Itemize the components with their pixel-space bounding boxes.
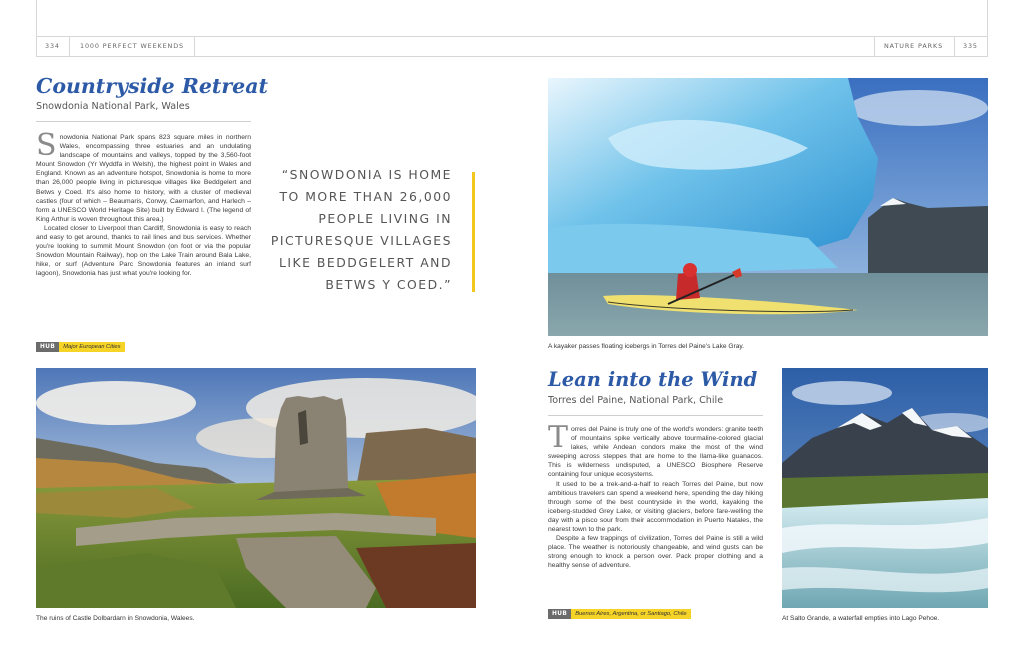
- right-page-number: 335: [963, 42, 978, 50]
- header-divider: [194, 36, 195, 56]
- hub-label: HUB: [548, 609, 571, 619]
- hub-value: Buenos Aires, Argentina, or Santiago, Chile: [571, 609, 690, 619]
- pull-quote-line: BETWS Y COED.”: [325, 277, 452, 292]
- title-rule: [548, 415, 763, 416]
- hub-tag: [548, 609, 691, 619]
- header-top-rule: [36, 36, 988, 37]
- body-paragraph: Located closer to Liverpool than Cardiff, Snowdonia is easy to reach and easy to get around, thanks to rail lines and bus services. Whether you're looking to summit Mount Snowdon (on foot or via the popular Snowdon Mountain Railway), hop on the Lake Train around Bala Lake, hike, or surf (Adventure Parc Snowdonia features an inland surf lagoon), Snowdonia has just what you're looking for.: [36, 224, 251, 278]
- article-title: Lean into the Wind: [548, 368, 758, 391]
- title-rule: [36, 121, 251, 122]
- drop-cap: S: [36, 128, 57, 163]
- left-running-title: 1000 PERFECT WEEKENDS: [80, 42, 185, 50]
- waterfall-caption: At Salto Grande, a waterfall empties into Lago Pehoe.: [782, 615, 940, 622]
- pull-quote-bar: [472, 172, 475, 292]
- drop-cap: T: [548, 420, 569, 455]
- header-divider: [69, 36, 70, 56]
- pull-quote: [271, 164, 452, 296]
- hub-value: Major European Cities: [59, 342, 124, 352]
- header-divider: [874, 36, 875, 56]
- body-paragraph: Despite a few trappings of civilization, Torres del Paine is still a wild place. The weather is notoriously changeable, and wind gusts can be strong enough to knock a person over. Pack proper clothing and a healthy sense of adventure.: [548, 535, 763, 570]
- pull-quote-line: TO MORE THAN 26,000: [279, 189, 452, 204]
- body-paragraph: Torres del Paine is truly one of the world's wonders: granite teeth of mountains spike vertically above tourmaline-colored glacial lakes, while Andean condors make the most of the wind sweeping across steppes that are home to the llama-like guanacos. This is wilderness undisputed, a UNESCO Biosphere Reserve containing four unique ecosystems.: [548, 420, 763, 479]
- article-body: [548, 420, 763, 571]
- article-subtitle: Torres del Paine, National Park, Chile: [548, 395, 724, 406]
- hub-tag: [36, 342, 125, 352]
- pull-quote-line: “SNOWDONIA IS HOME: [281, 167, 452, 182]
- article-title: Countryside Retreat: [36, 74, 268, 98]
- header-divider: [954, 36, 955, 56]
- kayak-photo: [548, 78, 988, 336]
- article-subtitle: Snowdonia National Park, Wales: [36, 101, 190, 112]
- body-paragraph: It used to be a trek-and-a-half to reach Torres del Paine, but now ambitious travelers can spend a weekend here, spending the day hiking through some of the best countryside in the world, kayaking the iceberg-studded Grey Lake, or visiting glaciers, before fare-welling the day with a pisco sour from their accommodation in Puerto Natales, the nearest town to the park.: [548, 480, 763, 534]
- header-bottom-rule: [36, 56, 988, 57]
- kayak-caption: A kayaker passes floating icebergs in Torres del Paine's Lake Gray.: [548, 343, 744, 350]
- waterfall-photo: [782, 368, 988, 608]
- body-paragraph: Snowdonia National Park spans 823 square miles in northern Wales, encompassing three estuaries and an undulating landscape of mountains and valleys, topped by the 3,560-foot Mount Snowdon (Yr Wyddfa in Welsh), the highest point in Wales and England. Known as an adventure hotspot, Snowdonia is home to more than 26,000 people living in picturesque villages like Beddgelert and Betws y Coed. It's also home to history, with a cluster of medieval castles (four of which – Beaumaris, Conwy, Caernarfon, and Harlech – form a UNESCO World Heritage Site) built by Edward I. (The legend of King Arthur is woven throughout this area.): [36, 128, 251, 223]
- right-running-title: NATURE PARKS: [884, 42, 944, 50]
- header-right-edge: [987, 0, 988, 56]
- pull-quote-line: PICTURESQUE VILLAGES: [270, 233, 452, 248]
- hub-label: HUB: [36, 342, 59, 352]
- pull-quote-line: PEOPLE LIVING IN: [318, 211, 452, 226]
- left-page-number: 334: [45, 42, 60, 50]
- castle-caption: The ruins of Castle Dolbardarn in Snowdonia, Walees.: [36, 615, 195, 622]
- article-body: [36, 128, 251, 279]
- pull-quote-line: LIKE BEDDGELERT AND: [278, 255, 452, 270]
- header-left-edge: [36, 0, 37, 56]
- castle-photo: [36, 368, 476, 608]
